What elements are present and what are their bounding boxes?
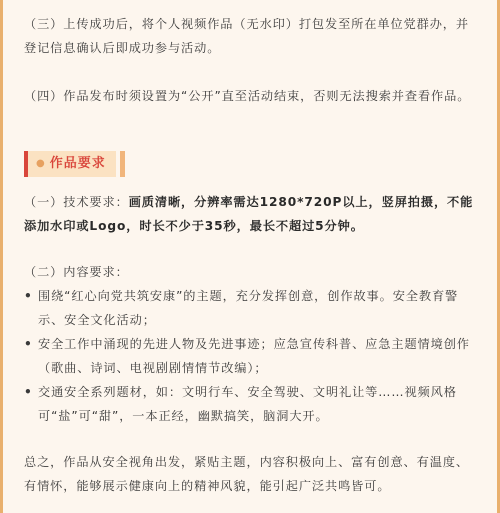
list-item: • 交通安全系列题材，如：文明行车、安全驾驶、文明礼让等……视频风格可“盐”可“甜”，一本正经，幽默搞笑，脑洞大开。 (24, 380, 480, 428)
left-border-decoration (0, 0, 3, 513)
paragraph-tech-requirements (24, 190, 480, 238)
paragraph-publish-public: （四）作品发布时须设置为“公开”直至活动结束，否则无法搜索并查看作品。 (24, 89, 471, 103)
bullet-icon: • (24, 337, 33, 351)
list-item: • 安全工作中涌现的先进人物及先进事迹；应急宣传科普、应急主题情境创作（歌曲、诗词、电视剧剧情情节改编）； (24, 332, 480, 380)
heading-end-bar (120, 151, 125, 177)
content-requirements-list (24, 284, 480, 428)
bullet-icon: • (24, 289, 33, 303)
tech-requirements-label: （一）技术要求： (24, 195, 129, 209)
article-content (24, 0, 480, 498)
bullet-icon: • (24, 385, 33, 399)
tech-requirements-text: 画质清晰，分辨率需达1280*720P以上，竖屏拍摄，不能添加水印或Logo，时长不少于35秒，最长不超过5分钟。 (24, 195, 474, 233)
content-requirements (24, 260, 480, 428)
bullet-dot-icon: ● (36, 158, 46, 169)
heading-box (28, 151, 116, 177)
list-item: • 围绕“红心向党共筑安康”的主题，充分发挥创意，创作故事。安全教育警示、安全文化活动； (24, 284, 480, 332)
content-requirements-label: （二）内容要求： (24, 265, 129, 279)
section-heading (24, 150, 480, 178)
paragraph-upload-success: （三）上传成功后，将个人视频作品（无水印）打包发至所在单位党群办，并登记信息确认后即成功参与活动。 (24, 17, 469, 55)
heading-title: 作品要求 (49, 156, 106, 171)
paragraph-summary: 总之，作品从安全视角出发，紧贴主题，内容积极向上、富有创意、有温度、有情怀，能够展示健康向上的精神风貌，能引起广泛共鸣皆可。 (24, 455, 469, 493)
